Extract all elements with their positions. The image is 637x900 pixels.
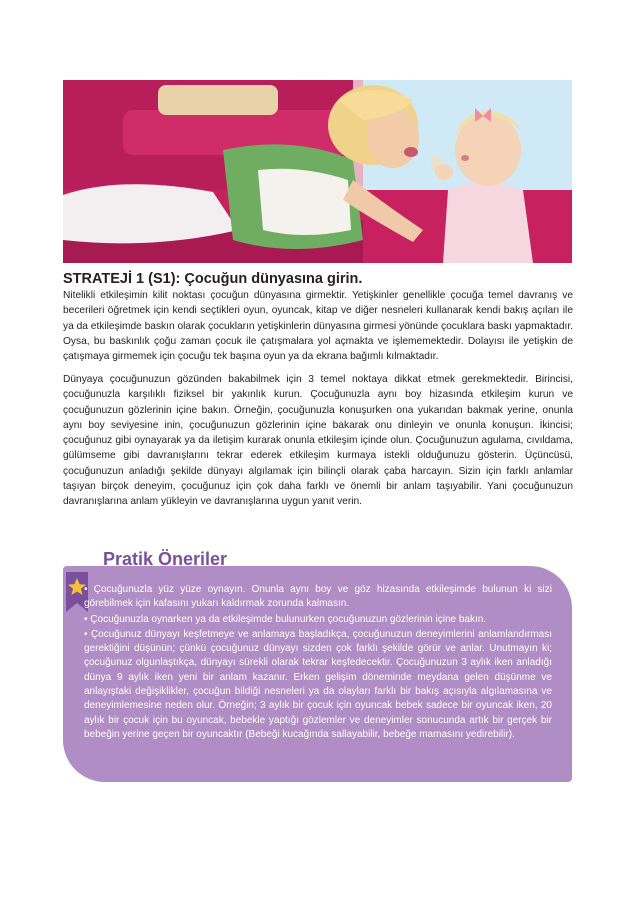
intro-paragraph: Nitelikli etkileşimin kilit noktası çocuğun dünyasına girmektir. Yetişkinler genellikle çocuğa temel davranış ve becerileri öğretmek için kendi seçtikleri oyun, oyuncak, kitap ve diğer nesneleri kullanarak kendi bakış açıları ile ya da etkileşimde baskın olarak çocukların yetişkinlerin dünyasına girmesi yönünde çocuklara baskı yapmaktadır. Oysa, bu baskınlık çoğu zaman çocuk ile çatışmalara yol açmakta ve işlememektedir. Dolayısı ile yetişkin de çatışmaya girmemek için çocuğu tek başına oyun ya da ekrana bağımlı kılmaktadır. (63, 290, 573, 363)
section-title: STRATEJİ 1 (S1): Çocuğun dünyasına girin. (63, 271, 363, 287)
list-item: • Çocuğunuzla yüz yüze oynayın. Onunla aynı boy ve göz hizasında etkileşimde bulunun ki sizi görebilmek için kafasını yukarı kaldırmak zorunda kalmasın. (84, 583, 552, 612)
mother-child-photo (63, 80, 572, 263)
list-item: • Çocuğunuz dünyayı keşfetmeye ve anlamaya başladıkça, çocuğunuzun deneyimlerini anlamlandırması gerektiğini düşünün; çünkü çocuğunuz dünyayı sizden çok farklı şekilde görür ve anlar. Unutmayın ki; çocuğunuz olgunlaştıkça, dünyayı sürekli olarak tekrar keşfedecektir. Çocuğunuzun 3 aylık iken anladığı dünya 9 aylık iken yeni bir anlam kazanır. Erken gelişim döneminde meydana gelen düşünme ve anlayıştaki değişiklikler, çocuğun bildiği nesneleri ya da olayları farklı bir bakış açısıyla algılamasına ve deneyimlemesine neden olur. Örneğin; 3 aylık bir çocuk için oyuncak bebek sadece bir oyuncak iken, 20 aylık bir çocuk için bu oyuncak, bebekle yaptığı gözlemler ve deneyimler sonucunda artık bir gerçek bir bebeğin yerine geçen bir oyuncaktır (Bebeği kucağında sallayabilir, bebeğe mamasını yedirebilir). (84, 628, 552, 742)
tips-list (84, 583, 552, 743)
details-paragraph: Dünyaya çocuğunuzun gözünden bakabilmek için 3 temel noktaya dikkat etmek gerekmektedir. Birincisi, çocuğunuzla karşılıklı fiziksel bir yakınlık kurun. Çocuğunuzla aynı boy hizasında etkileşim kurun ve çocuğunuzun gözlerinin içine bakın. Örneğin, çocuğunuzla konuşurken ona yukarıdan bakmak yerine, onunla aynı boy seviyesine inin, çocuğunuzun gözlerinin içine bakarak onu dinleyin ve onunla konuşun. İkincisi; çocuğunuz gibi oynayarak ya da iletişim kurarak onunla etkileşim içinde olun. Çocuğunuzun agulama, cıvıldama, gülümseme gibi davranışlarını tekrar ederek etkileşim kurmaya istekli olduğunuzu gösterin. Üçüncüsü, çocuğunuzun anladığı şekilde dünyayı algılamak için bilinçli olarak çaba harcayın. Sizin için farklı anlamlar taşıyan birçok deneyim, çocuğunuz için çok daha farklı ve önemli bir anlam taşıyabilir. Yani çocuğunuzun davranışlarına anlam yükleyin ve davranışlarına uygun yanıt verin. (63, 374, 573, 508)
tips-title: Pratik Öneriler (103, 549, 228, 569)
list-item: • Çocuğunuzla oynarken ya da etkileşimde bulunurken çocuğunuzun gözlerinin içine bakın. (84, 613, 552, 627)
